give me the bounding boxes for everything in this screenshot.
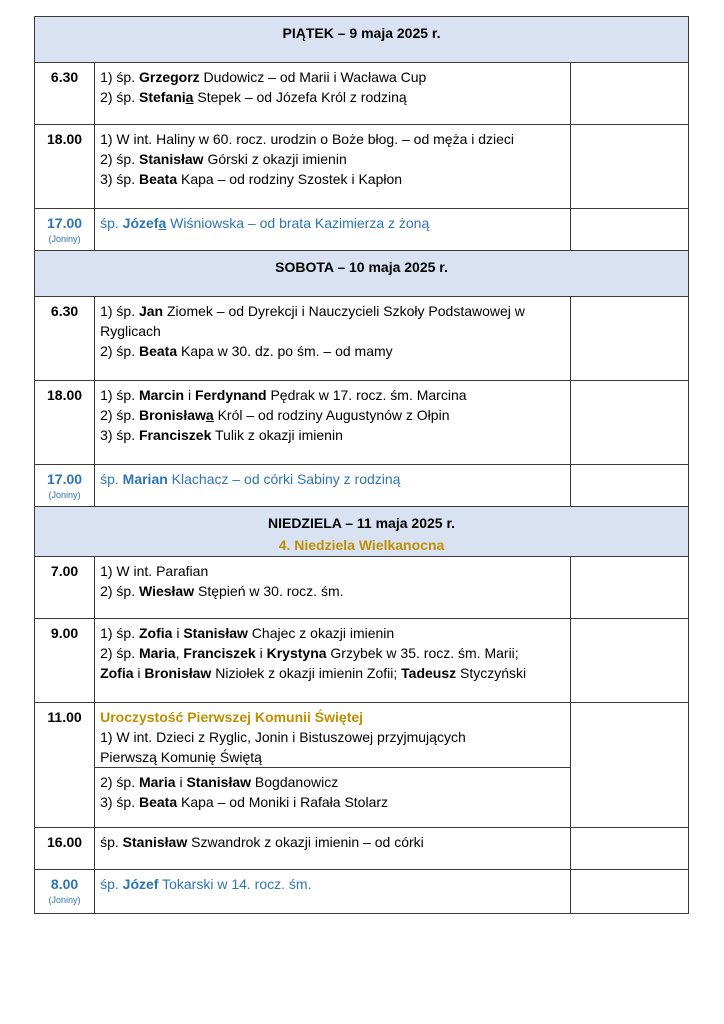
- day-title: SOBOTA – 10 maja 2025 r.: [275, 259, 448, 275]
- intention-line: 2) śp. Stanisław Górski z okazji imienin: [100, 151, 347, 167]
- mass-place: (Joniny): [48, 234, 81, 244]
- mass-time: 11.00: [35, 703, 95, 828]
- intention-line: 3) śp. Beata Kapa – od rodziny Szostek i Kapłon: [100, 171, 403, 187]
- mass-time: 6.30: [35, 63, 95, 125]
- intention-line: śp. Józefa Wiśniowska – od brata Kazimierza z żoną: [100, 215, 430, 231]
- intention-line: Ryglicach: [100, 323, 161, 339]
- intention-line: 1) śp. Jan Ziomek – od Dyrekcji i Nauczycieli Szkoły Podstawowej w: [100, 303, 525, 319]
- mass-time: 6.30: [35, 297, 95, 381]
- mass-time: 9.00: [35, 619, 95, 703]
- mass-intentions: [95, 828, 571, 870]
- notes-cell: [570, 297, 688, 381]
- mass-row: [35, 125, 689, 209]
- intention-line: 1) W int. Haliny w 60. rocz. urodzin o Boże błog. – od męża i dzieci: [100, 131, 515, 147]
- mass-row-joniny: [35, 209, 689, 251]
- intention-line: śp. Marian Klachacz – od córki Sabiny z rodziną: [100, 471, 401, 487]
- mass-intentions: [95, 381, 571, 465]
- intention-line: 3) śp. Beata Kapa – od Moniki i Rafała Stolarz: [100, 794, 389, 810]
- intention-line: 1) W int. Parafian: [100, 563, 209, 579]
- notes-cell: [570, 703, 688, 828]
- celebration-title: Uroczystość Pierwszej Komunii Świętej: [100, 709, 364, 725]
- mass-row: [35, 557, 689, 619]
- mass-place: (Joniny): [48, 895, 81, 905]
- intention-line: Zofia i Bronisław Niziołek z okazji imienin Zofii; Tadeusz Styczyński: [100, 665, 527, 681]
- mass-time: 8.00 (Joniny): [35, 870, 95, 914]
- mass-intentions-table: [34, 16, 689, 914]
- day-title: NIEDZIELA – 11 maja 2025 r.: [267, 515, 456, 531]
- mass-time: 18.00: [35, 125, 95, 209]
- liturgical-day: 4. Niedziela Wielkanocna: [278, 537, 445, 553]
- intention-line: 1) śp. Marcin i Ferdynand Pędrak w 17. rocz. śm. Marcina: [100, 387, 467, 403]
- day-title: PIĄTEK – 9 maja 2025 r.: [282, 25, 441, 41]
- notes-cell: [570, 828, 688, 870]
- day-header-saturday: [35, 251, 689, 297]
- intention-line: 2) śp. Stefania Stepek – od Józefa Król z rodziną: [100, 89, 407, 105]
- mass-time: 18.00: [35, 381, 95, 465]
- day-header-friday: [35, 17, 689, 63]
- day-header-sunday: [35, 507, 689, 557]
- mass-intentions: [95, 465, 571, 507]
- mass-intentions: [95, 209, 571, 251]
- mass-time: 7.00: [35, 557, 95, 619]
- mass-intentions: [95, 297, 571, 381]
- mass-row: [35, 619, 689, 703]
- mass-time: 17.00 (Joniny): [35, 209, 95, 251]
- mass-row: [35, 63, 689, 125]
- intention-line: 2) śp. Beata Kapa w 30. dz. po śm. – od mamy: [100, 343, 393, 359]
- intention-line: śp. Stanisław Szwandrok z okazji imienin – od córki: [100, 834, 424, 850]
- intention-line: 2) śp. Maria i Stanisław Bogdanowicz: [100, 774, 339, 790]
- mass-row: [35, 381, 689, 465]
- mass-intentions: [95, 703, 571, 768]
- mass-place: (Joniny): [48, 490, 81, 500]
- mass-intentions: [95, 125, 571, 209]
- intention-line: 1) śp. Grzegorz Dudowicz – od Marii i Wacława Cup: [100, 69, 427, 85]
- intention-line: 1) śp. Zofia i Stanisław Chajec z okazji imienin: [100, 625, 395, 641]
- intention-line: 2) śp. Wiesław Stępień w 30. rocz. śm.: [100, 583, 344, 599]
- intention-line: Pierwszą Komunię Świętą: [100, 749, 262, 765]
- mass-intentions: [95, 557, 571, 619]
- intention-line: 1) W int. Dzieci z Ryglic, Jonin i Bistuszowej przyjmujących: [100, 729, 466, 745]
- mass-row: [35, 703, 689, 768]
- mass-row-joniny: [35, 465, 689, 507]
- mass-time: 17.00 (Joniny): [35, 465, 95, 507]
- intention-line: 2) śp. Maria, Franciszek i Krystyna Grzybek w 35. rocz. śm. Marii;: [100, 645, 519, 661]
- mass-intentions: [95, 63, 571, 125]
- intention-line: 3) śp. Franciszek Tulik z okazji imienin: [100, 427, 343, 443]
- mass-row-joniny: [35, 870, 689, 914]
- notes-cell: [570, 870, 688, 914]
- intention-line: 2) śp. Bronisława Król – od rodziny Augustynów z Ołpin: [100, 407, 450, 423]
- notes-cell: [570, 619, 688, 703]
- mass-intentions: [95, 619, 571, 703]
- mass-intentions: [95, 870, 571, 914]
- notes-cell: [570, 381, 688, 465]
- notes-cell: [570, 125, 688, 209]
- notes-cell: [570, 557, 688, 619]
- notes-cell: [570, 209, 688, 251]
- notes-cell: [570, 465, 688, 507]
- mass-row: [35, 297, 689, 381]
- mass-time: 16.00: [35, 828, 95, 870]
- intention-line: śp. Józef Tokarski w 14. rocz. śm.: [100, 876, 312, 892]
- mass-row: [35, 828, 689, 870]
- mass-intentions: [95, 768, 571, 828]
- notes-cell: [570, 63, 688, 125]
